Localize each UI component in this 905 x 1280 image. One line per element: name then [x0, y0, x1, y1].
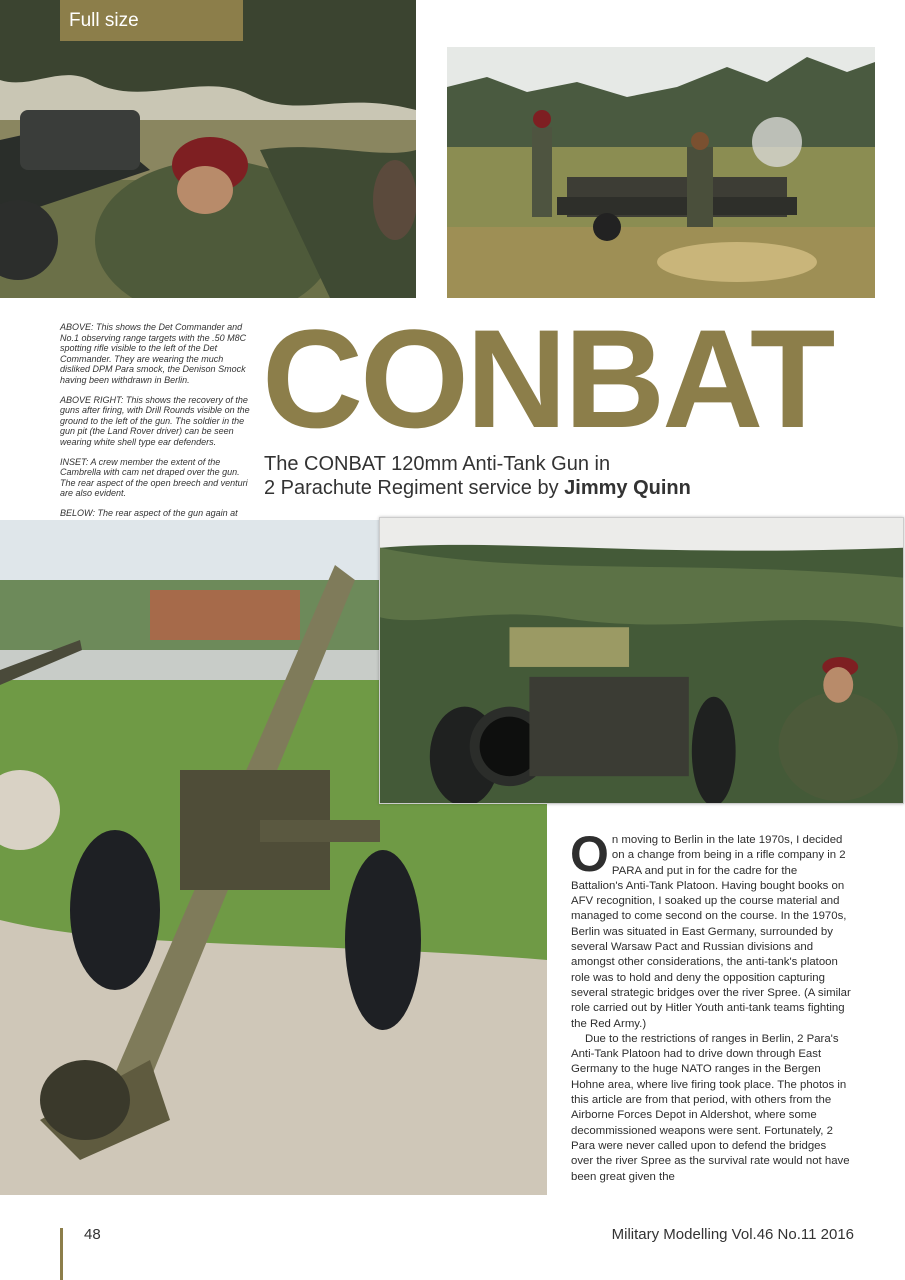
photo-gun-recovery: [447, 47, 875, 298]
article-subtitle: [264, 452, 784, 500]
photo-det-commander: [0, 0, 416, 298]
caption-inset: INSET: A crew member the extent of the Cambrella with cam net draped over the gun. The rear aspect of the open breech and venturi are also evident.: [60, 456, 248, 499]
photo-captions: [60, 322, 250, 549]
subtitle-byline: 2 Parachute Regiment service by: [264, 477, 559, 499]
author-name: Jimmy Quinn: [564, 477, 691, 499]
section-tag: Full size: [60, 0, 243, 41]
caption-above-right: ABOVE RIGHT: This shows the recovery of the guns after firing, with Drill Rounds visible on the ground to the left of the gun. The soldier in the gun pit (the Land Rover driver) can be seen wearing white shell type ear defenders.: [60, 394, 250, 447]
folio-bar: [60, 1228, 63, 1280]
body-paragraph-2: Due to the restrictions of ranges in Berlin, 2 Para's Anti-Tank Platoon had to drive down through East Germany to the huge NATO ranges in the Bergen Hohne area, where live firing took place. The photos in this article are from that period, with others from the Airborne Forces Depot in Aldershot, where some decommissioned weapons were sent. Fortunately, 2 Para were never called upon to defend the bridges over the river Spree as the survival rate would not have been great given the: [571, 1032, 850, 1183]
caption-above: ABOVE: This shows the Det Commander and No.1 observing range targets with the .50 M8C spotting rifle visible to the left of the Det Commander. They are wearing the much disliked DPM Para smock, the Denison Smock having been withdrawn in Berlin.: [60, 322, 247, 385]
photo-inset-cambrella: [379, 517, 904, 804]
magazine-issue-credit: Military Modelling Vol.46 No.11 2016: [611, 1226, 854, 1243]
drop-cap: O: [570, 826, 609, 882]
subtitle-line-2: [264, 476, 784, 500]
caption-below: BELOW: The rear aspect of the gun again at: [60, 507, 238, 518]
body-paragraph-1: [570, 826, 851, 1032]
subtitle-line-1: The CONBAT 120mm Anti-Tank Gun in: [264, 453, 611, 475]
article-body: [570, 826, 851, 1185]
body-paragraph-1-text: n moving to Berlin in the late 1970s, I decided on a change from being in a rifle company in 2 PARA and put in for the cadre for the Battalion's Anti-Tank Platoon. Having bought books on AFV recognition, I soaked up the course material and managed to come second on the course. In the 1970s, Berlin was situated in East Germany, surrounded by several Warsaw Pact and Russian divisions and amongst other considerations, the anti-tank's platoon role was to hold and deny the opposition capturing several strategic bridges over the river Spree. (A similar role carried out by Hitler Youth anti-tank teams fighting the Red Army.): [571, 834, 851, 1030]
page-number: 48: [84, 1226, 101, 1243]
article-headline: CONBAT: [262, 300, 833, 457]
